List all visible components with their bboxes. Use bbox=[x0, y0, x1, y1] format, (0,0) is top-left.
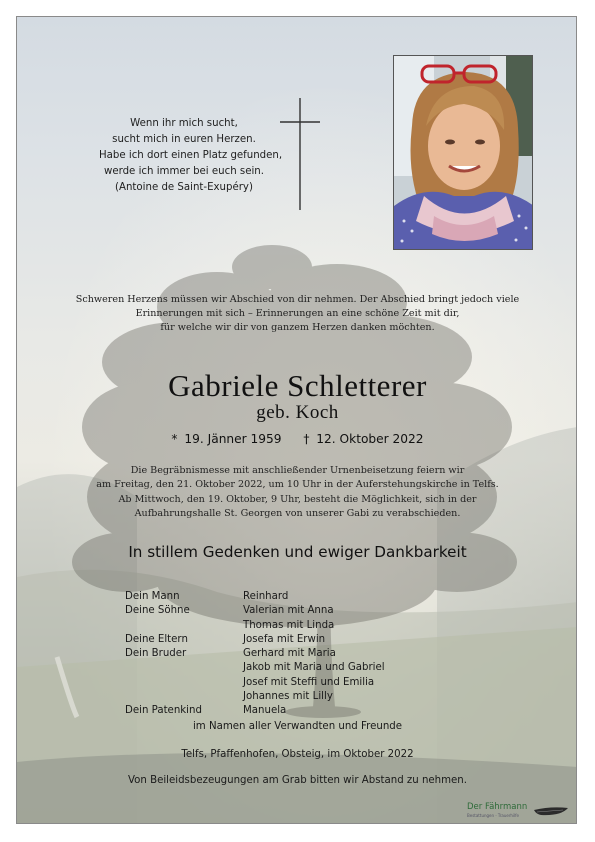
relatives-line: im Namen aller Verwandten und Freunde bbox=[192, 721, 403, 732]
quote-attribution: (Antoine de Saint-Exupéry) bbox=[115, 182, 253, 193]
mourner-row bbox=[125, 647, 445, 661]
portrait-photo bbox=[393, 55, 533, 250]
announcement-line: Aufbahrungshalle St. Georgen von unserer Gabi zu verabschieden. bbox=[134, 507, 461, 519]
mourner-relation bbox=[125, 676, 243, 690]
condolence-request: Von Beileidsbezeugungen am Grab bitten wir Abstand zu nehmen. bbox=[127, 775, 468, 786]
death-date: 12. Oktober 2022 bbox=[316, 432, 424, 446]
quote-line: Wenn ihr mich sucht, bbox=[130, 118, 238, 129]
cross-icon bbox=[280, 98, 320, 210]
mourners-list bbox=[125, 590, 445, 719]
mourner-row bbox=[125, 690, 445, 704]
mourner-row bbox=[125, 661, 445, 675]
boat-icon bbox=[533, 804, 569, 818]
life-dates bbox=[37, 431, 558, 447]
mourner-relation: Dein Bruder bbox=[125, 648, 187, 660]
farewell-line: Erinnerungen mit sich – Erinnerungen an eine schöne Zeit mit dir, bbox=[135, 308, 460, 319]
farewell-text bbox=[57, 293, 538, 335]
portrait-illustration bbox=[394, 56, 533, 250]
mourner-name: Josef mit Steffi und Emilia bbox=[243, 676, 375, 688]
announcement-line: Die Begräbnismesse mit anschließender Urnenbeisetzung feiern wir bbox=[130, 465, 465, 476]
mourner-relation: Dein Patenkind bbox=[125, 705, 202, 717]
mourner-relation bbox=[125, 690, 243, 704]
obituary-card bbox=[16, 16, 577, 824]
deceased-name: Gabriele Schletterer bbox=[168, 368, 427, 403]
quote-line: werde ich immer bei euch sein. bbox=[103, 166, 264, 177]
mourner-row bbox=[125, 604, 445, 618]
mourner-row bbox=[125, 704, 445, 718]
mourner-row bbox=[125, 590, 445, 604]
epitaph-quote bbox=[99, 116, 283, 196]
maiden-name: geb. Koch bbox=[256, 402, 339, 423]
mourner-relation: Deine Söhne bbox=[125, 605, 190, 617]
mourner-name: Reinhard bbox=[243, 591, 289, 602]
mourner-row bbox=[125, 619, 445, 633]
announcement-line: Ab Mittwoch, den 19. Oktober, 9 Uhr, besteht die Möglichkeit, sich in der bbox=[118, 493, 477, 505]
birth-date: 19. Jänner 1959 bbox=[184, 432, 282, 446]
funeral-announcement bbox=[57, 464, 538, 521]
mourner-name: Josefa mit Erwin bbox=[243, 633, 326, 645]
mourner-name: Jakob mit Maria und Gabriel bbox=[243, 662, 385, 674]
mourner-name: Thomas mit Linda bbox=[243, 619, 335, 631]
remembrance-headline: In stillem Gedenken und ewiger Dankbarkeit bbox=[128, 543, 467, 561]
mourner-row bbox=[125, 676, 445, 690]
farewell-line: für welche wir dir von ganzem Herzen danken möchten. bbox=[160, 322, 435, 333]
logo-tagline: Bestattungen · Trauerhilfe bbox=[467, 813, 520, 818]
farewell-line: Schweren Herzens müssen wir Abschied von dir nehmen. Der Abschied bringt jedoch viele bbox=[75, 294, 520, 305]
mourner-relation: Dein Mann bbox=[125, 591, 180, 602]
logo-name: Der Fährmann bbox=[467, 802, 528, 812]
mourner-name: Manuela bbox=[243, 705, 287, 717]
death-cross-icon: † bbox=[303, 432, 310, 446]
undertaker-logo bbox=[467, 802, 571, 824]
quote-line: Habe ich dort einen Platz gefunden, bbox=[99, 150, 283, 161]
mourner-name: Valerian mit Anna bbox=[243, 605, 334, 617]
mourner-name: Johannes mit Lilly bbox=[243, 691, 333, 703]
mourner-relation: Deine Eltern bbox=[125, 633, 188, 645]
mourner-row bbox=[125, 633, 445, 647]
announcement-line: am Freitag, den 21. Oktober 2022, um 10 Uhr in der Auferstehungskirche in Telfs. bbox=[96, 479, 499, 491]
quote-line: sucht mich in euren Herzen. bbox=[112, 134, 256, 145]
place-date-line: Telfs, Pfaffenhofen, Obsteig, im Oktober 2022 bbox=[181, 749, 414, 760]
mourner-relation bbox=[125, 619, 243, 633]
mourner-relation bbox=[125, 661, 243, 675]
birth-star-icon: * bbox=[171, 432, 178, 446]
mourner-name: Gerhard mit Maria bbox=[243, 648, 336, 660]
